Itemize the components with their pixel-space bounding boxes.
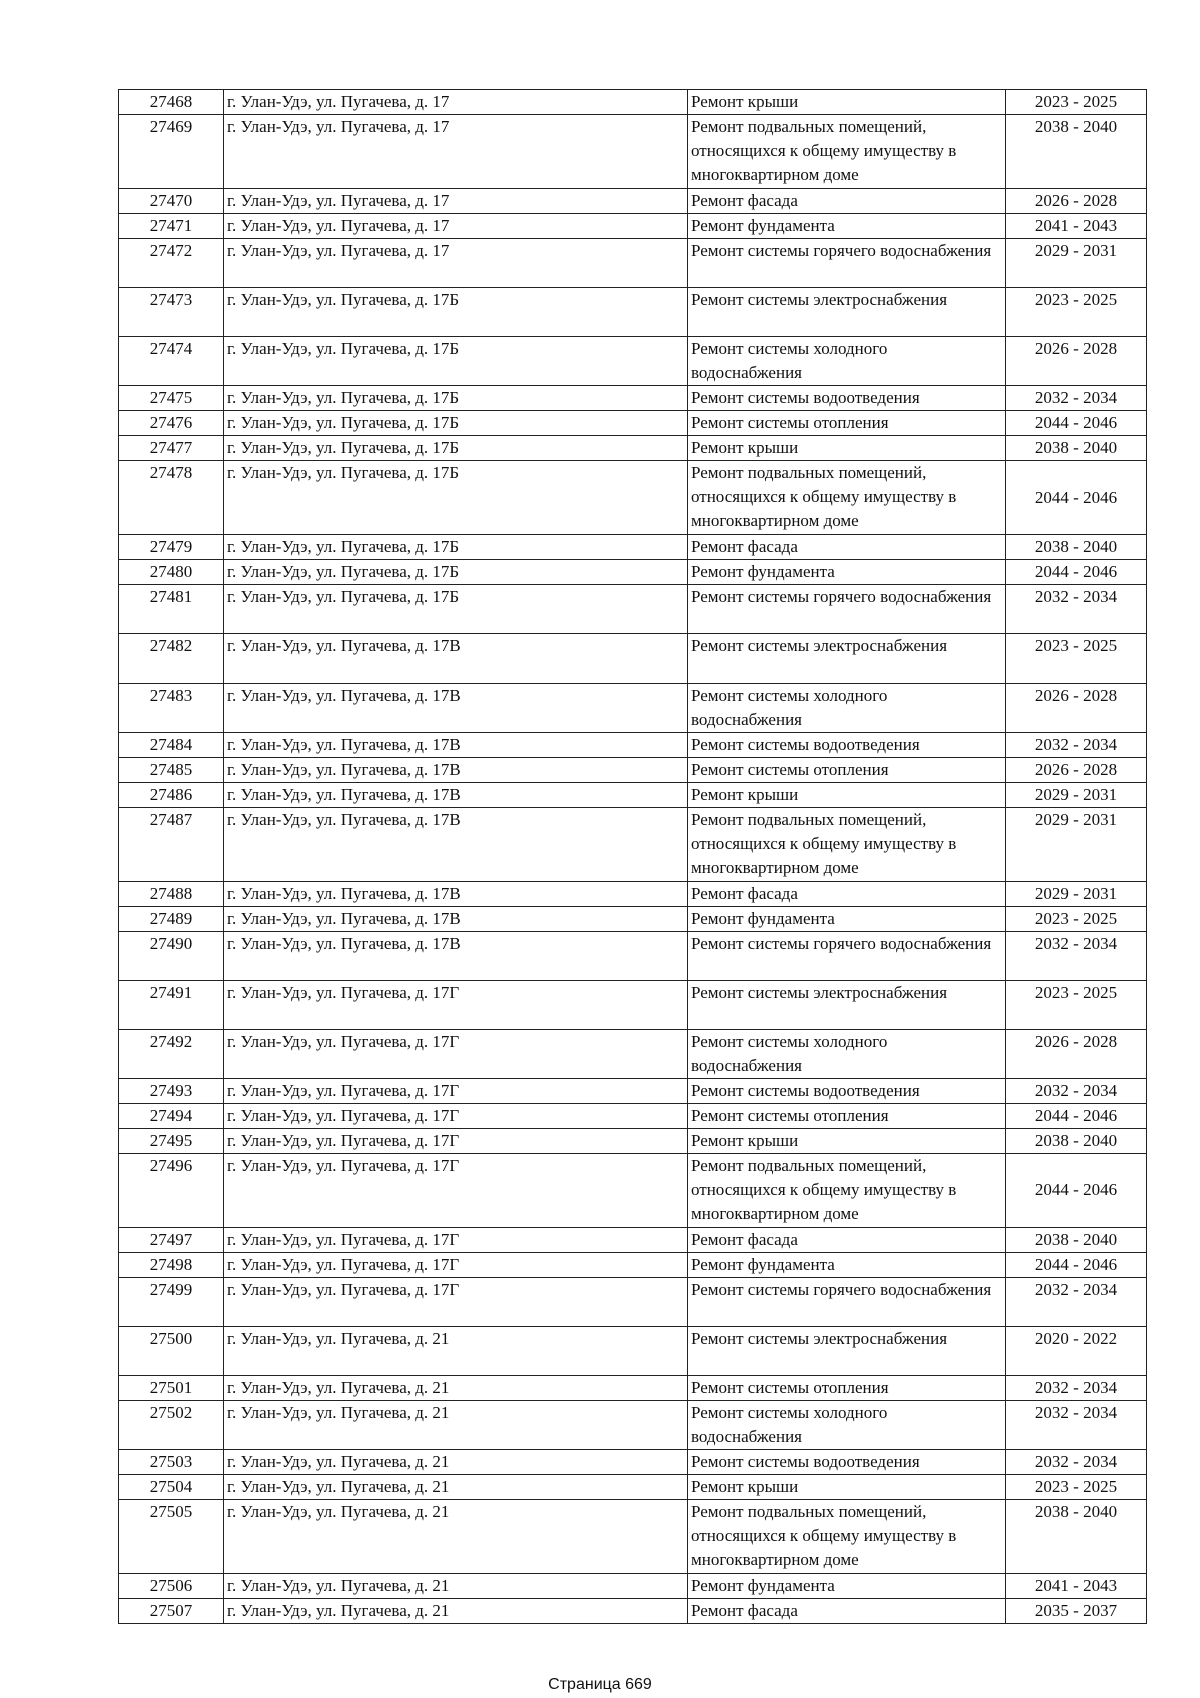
row-address: г. Улан-Удэ, ул. Пугачева, д. 21 xyxy=(224,1450,688,1475)
row-number: 27495 xyxy=(119,1129,224,1154)
row-work-type: Ремонт системы отопления xyxy=(688,1376,1006,1401)
row-number: 27468 xyxy=(119,90,224,115)
table-row xyxy=(119,1450,1147,1475)
table-row xyxy=(119,732,1147,757)
row-work-type: Ремонт фундамента xyxy=(688,906,1006,931)
table-row xyxy=(119,1500,1147,1574)
row-number: 27490 xyxy=(119,931,224,980)
row-address: г. Улан-Удэ, ул. Пугачева, д. 21 xyxy=(224,1376,688,1401)
table-row xyxy=(119,1029,1147,1078)
row-address: г. Улан-Удэ, ул. Пугачева, д. 21 xyxy=(224,1327,688,1376)
row-period: 2026 - 2028 xyxy=(1006,337,1147,386)
row-number: 27499 xyxy=(119,1277,224,1326)
row-work-type: Ремонт подвальных помещений, относящихся к общему имуществу в многоквартирном доме xyxy=(688,1154,1006,1228)
row-number: 27483 xyxy=(119,683,224,732)
row-period: 2026 - 2028 xyxy=(1006,683,1147,732)
row-number: 27486 xyxy=(119,782,224,807)
row-period: 2029 - 2031 xyxy=(1006,881,1147,906)
row-number: 27485 xyxy=(119,757,224,782)
row-address: г. Улан-Удэ, ул. Пугачева, д. 17Г xyxy=(224,1277,688,1326)
table-row xyxy=(119,782,1147,807)
row-address: г. Улан-Удэ, ул. Пугачева, д. 17 xyxy=(224,238,688,287)
row-period: 2032 - 2034 xyxy=(1006,1277,1147,1326)
table-row xyxy=(119,1401,1147,1450)
row-work-type: Ремонт системы холодного водоснабжения xyxy=(688,337,1006,386)
row-number: 27502 xyxy=(119,1401,224,1450)
row-period: 2026 - 2028 xyxy=(1006,1029,1147,1078)
table-row xyxy=(119,931,1147,980)
row-address: г. Улан-Удэ, ул. Пугачева, д. 17В xyxy=(224,757,688,782)
table-row xyxy=(119,287,1147,336)
row-number: 27470 xyxy=(119,188,224,213)
row-work-type: Ремонт фасада xyxy=(688,881,1006,906)
row-work-type: Ремонт системы холодного водоснабжения xyxy=(688,683,1006,732)
table-row xyxy=(119,560,1147,585)
row-work-type: Ремонт фундамента xyxy=(688,1574,1006,1599)
row-address: г. Улан-Удэ, ул. Пугачева, д. 21 xyxy=(224,1500,688,1574)
row-number: 27472 xyxy=(119,238,224,287)
row-address: г. Улан-Удэ, ул. Пугачева, д. 17В xyxy=(224,931,688,980)
row-period: 2032 - 2034 xyxy=(1006,386,1147,411)
table-row xyxy=(119,1376,1147,1401)
row-address: г. Улан-Удэ, ул. Пугачева, д. 17В xyxy=(224,732,688,757)
row-number: 27476 xyxy=(119,411,224,436)
row-number: 27494 xyxy=(119,1104,224,1129)
table-row xyxy=(119,115,1147,189)
row-address: г. Улан-Удэ, ул. Пугачева, д. 17Г xyxy=(224,1029,688,1078)
table-row xyxy=(119,1104,1147,1129)
row-number: 27481 xyxy=(119,585,224,634)
row-number: 27504 xyxy=(119,1475,224,1500)
row-work-type: Ремонт крыши xyxy=(688,1129,1006,1154)
table-row xyxy=(119,1277,1147,1326)
row-period: 2044 - 2046 xyxy=(1006,461,1147,535)
table-row xyxy=(119,238,1147,287)
row-period: 2023 - 2025 xyxy=(1006,287,1147,336)
table-row xyxy=(119,90,1147,115)
row-address: г. Улан-Удэ, ул. Пугачева, д. 17Б xyxy=(224,386,688,411)
table-row xyxy=(119,1129,1147,1154)
row-address: г. Улан-Удэ, ул. Пугачева, д. 17Г xyxy=(224,1252,688,1277)
table-row xyxy=(119,980,1147,1029)
row-address: г. Улан-Удэ, ул. Пугачева, д. 17В xyxy=(224,782,688,807)
row-number: 27489 xyxy=(119,906,224,931)
row-address: г. Улан-Удэ, ул. Пугачева, д. 17Г xyxy=(224,1104,688,1129)
row-period: 2038 - 2040 xyxy=(1006,1500,1147,1574)
row-work-type: Ремонт системы электроснабжения xyxy=(688,634,1006,683)
row-period: 2032 - 2034 xyxy=(1006,931,1147,980)
row-number: 27477 xyxy=(119,436,224,461)
row-address: г. Улан-Удэ, ул. Пугачева, д. 17Г xyxy=(224,1154,688,1228)
row-period: 2044 - 2046 xyxy=(1006,1154,1147,1228)
row-number: 27500 xyxy=(119,1327,224,1376)
row-address: г. Улан-Удэ, ул. Пугачева, д. 17В xyxy=(224,683,688,732)
row-address: г. Улан-Удэ, ул. Пугачева, д. 17 xyxy=(224,213,688,238)
table-row xyxy=(119,807,1147,881)
row-number: 27474 xyxy=(119,337,224,386)
row-address: г. Улан-Удэ, ул. Пугачева, д. 21 xyxy=(224,1574,688,1599)
row-period: 2023 - 2025 xyxy=(1006,90,1147,115)
row-address: г. Улан-Удэ, ул. Пугачева, д. 17Г xyxy=(224,1227,688,1252)
row-address: г. Улан-Удэ, ул. Пугачева, д. 17Б xyxy=(224,585,688,634)
row-number: 27498 xyxy=(119,1252,224,1277)
table-row xyxy=(119,1079,1147,1104)
row-work-type: Ремонт системы электроснабжения xyxy=(688,1327,1006,1376)
table-row xyxy=(119,881,1147,906)
row-period: 2041 - 2043 xyxy=(1006,213,1147,238)
row-work-type: Ремонт крыши xyxy=(688,90,1006,115)
row-work-type: Ремонт системы водоотведения xyxy=(688,1450,1006,1475)
repair-schedule-table xyxy=(118,89,1147,1624)
row-work-type: Ремонт фундамента xyxy=(688,1252,1006,1277)
row-work-type: Ремонт подвальных помещений, относящихся к общему имуществу в многоквартирном доме xyxy=(688,1500,1006,1574)
row-period: 2032 - 2034 xyxy=(1006,732,1147,757)
row-number: 27484 xyxy=(119,732,224,757)
row-period: 2044 - 2046 xyxy=(1006,1104,1147,1129)
row-address: г. Улан-Удэ, ул. Пугачева, д. 17 xyxy=(224,188,688,213)
row-period: 2038 - 2040 xyxy=(1006,1129,1147,1154)
row-period: 2044 - 2046 xyxy=(1006,560,1147,585)
table-body xyxy=(119,90,1147,1624)
row-number: 27492 xyxy=(119,1029,224,1078)
row-address: г. Улан-Удэ, ул. Пугачева, д. 17Г xyxy=(224,1079,688,1104)
row-number: 27505 xyxy=(119,1500,224,1574)
row-number: 27491 xyxy=(119,980,224,1029)
row-work-type: Ремонт системы электроснабжения xyxy=(688,287,1006,336)
table-row xyxy=(119,634,1147,683)
row-work-type: Ремонт системы отопления xyxy=(688,1104,1006,1129)
row-work-type: Ремонт подвальных помещений, относящихся к общему имуществу в многоквартирном доме xyxy=(688,115,1006,189)
row-address: г. Улан-Удэ, ул. Пугачева, д. 17Б xyxy=(224,337,688,386)
row-number: 27482 xyxy=(119,634,224,683)
row-address: г. Улан-Удэ, ул. Пугачева, д. 17Б xyxy=(224,535,688,560)
row-number: 27506 xyxy=(119,1574,224,1599)
row-period: 2041 - 2043 xyxy=(1006,1574,1147,1599)
row-work-type: Ремонт фасада xyxy=(688,1599,1006,1624)
row-number: 27497 xyxy=(119,1227,224,1252)
row-period: 2029 - 2031 xyxy=(1006,807,1147,881)
row-work-type: Ремонт крыши xyxy=(688,436,1006,461)
row-work-type: Ремонт системы водоотведения xyxy=(688,732,1006,757)
row-period: 2038 - 2040 xyxy=(1006,115,1147,189)
row-period: 2044 - 2046 xyxy=(1006,1252,1147,1277)
table-row xyxy=(119,411,1147,436)
row-address: г. Улан-Удэ, ул. Пугачева, д. 17Б xyxy=(224,560,688,585)
row-address: г. Улан-Удэ, ул. Пугачева, д. 17В xyxy=(224,634,688,683)
row-number: 27503 xyxy=(119,1450,224,1475)
row-address: г. Улан-Удэ, ул. Пугачева, д. 17Г xyxy=(224,1129,688,1154)
row-period: 2032 - 2034 xyxy=(1006,1376,1147,1401)
page-number: Страница 669 xyxy=(548,1676,652,1693)
row-work-type: Ремонт фундамента xyxy=(688,213,1006,238)
row-period: 2044 - 2046 xyxy=(1006,411,1147,436)
row-work-type: Ремонт крыши xyxy=(688,1475,1006,1500)
table-row xyxy=(119,188,1147,213)
table-row xyxy=(119,585,1147,634)
row-period: 2023 - 2025 xyxy=(1006,906,1147,931)
table-row xyxy=(119,535,1147,560)
row-period: 2038 - 2040 xyxy=(1006,535,1147,560)
row-work-type: Ремонт фасада xyxy=(688,535,1006,560)
row-number: 27473 xyxy=(119,287,224,336)
row-address: г. Улан-Удэ, ул. Пугачева, д. 21 xyxy=(224,1401,688,1450)
table-row xyxy=(119,906,1147,931)
row-number: 27478 xyxy=(119,461,224,535)
row-address: г. Улан-Удэ, ул. Пугачева, д. 17В xyxy=(224,807,688,881)
table-row xyxy=(119,213,1147,238)
row-work-type: Ремонт системы холодного водоснабжения xyxy=(688,1401,1006,1450)
row-work-type: Ремонт крыши xyxy=(688,782,1006,807)
table-row xyxy=(119,386,1147,411)
row-address: г. Улан-Удэ, ул. Пугачева, д. 17 xyxy=(224,90,688,115)
row-work-type: Ремонт системы электроснабжения xyxy=(688,980,1006,1029)
row-work-type: Ремонт фасада xyxy=(688,188,1006,213)
row-address: г. Улан-Удэ, ул. Пугачева, д. 17Б xyxy=(224,287,688,336)
row-period: 2038 - 2040 xyxy=(1006,1227,1147,1252)
row-address: г. Улан-Удэ, ул. Пугачева, д. 17 xyxy=(224,115,688,189)
row-number: 27488 xyxy=(119,881,224,906)
row-period: 2035 - 2037 xyxy=(1006,1599,1147,1624)
row-work-type: Ремонт системы горячего водоснабжения xyxy=(688,585,1006,634)
row-number: 27479 xyxy=(119,535,224,560)
row-work-type: Ремонт подвальных помещений, относящихся к общему имуществу в многоквартирном доме xyxy=(688,461,1006,535)
table-row xyxy=(119,1252,1147,1277)
row-address: г. Улан-Удэ, ул. Пугачева, д. 17В xyxy=(224,906,688,931)
row-period: 2023 - 2025 xyxy=(1006,1475,1147,1500)
row-number: 27487 xyxy=(119,807,224,881)
row-work-type: Ремонт фундамента xyxy=(688,560,1006,585)
row-address: г. Улан-Удэ, ул. Пугачева, д. 17Б xyxy=(224,436,688,461)
row-period: 2029 - 2031 xyxy=(1006,238,1147,287)
table-row xyxy=(119,461,1147,535)
table-row xyxy=(119,1227,1147,1252)
row-period: 2038 - 2040 xyxy=(1006,436,1147,461)
row-address: г. Улан-Удэ, ул. Пугачева, д. 21 xyxy=(224,1475,688,1500)
table-row xyxy=(119,1154,1147,1228)
row-number: 27493 xyxy=(119,1079,224,1104)
row-address: г. Улан-Удэ, ул. Пугачева, д. 17Б xyxy=(224,461,688,535)
row-work-type: Ремонт системы горячего водоснабжения xyxy=(688,931,1006,980)
row-work-type: Ремонт системы горячего водоснабжения xyxy=(688,1277,1006,1326)
table-row xyxy=(119,436,1147,461)
row-number: 27469 xyxy=(119,115,224,189)
row-address: г. Улан-Удэ, ул. Пугачева, д. 17Б xyxy=(224,411,688,436)
row-period: 2032 - 2034 xyxy=(1006,1450,1147,1475)
row-number: 27475 xyxy=(119,386,224,411)
table-row xyxy=(119,1327,1147,1376)
table-row xyxy=(119,757,1147,782)
row-work-type: Ремонт фасада xyxy=(688,1227,1006,1252)
row-period: 2032 - 2034 xyxy=(1006,1401,1147,1450)
row-period: 2023 - 2025 xyxy=(1006,634,1147,683)
table-row xyxy=(119,1475,1147,1500)
table-row xyxy=(119,337,1147,386)
row-period: 2032 - 2034 xyxy=(1006,585,1147,634)
row-number: 27496 xyxy=(119,1154,224,1228)
row-work-type: Ремонт системы отопления xyxy=(688,757,1006,782)
row-period: 2023 - 2025 xyxy=(1006,980,1147,1029)
row-work-type: Ремонт системы водоотведения xyxy=(688,1079,1006,1104)
row-work-type: Ремонт системы водоотведения xyxy=(688,386,1006,411)
row-work-type: Ремонт подвальных помещений, относящихся к общему имуществу в многоквартирном доме xyxy=(688,807,1006,881)
row-address: г. Улан-Удэ, ул. Пугачева, д. 17В xyxy=(224,881,688,906)
row-number: 27480 xyxy=(119,560,224,585)
row-period: 2026 - 2028 xyxy=(1006,188,1147,213)
row-number: 27507 xyxy=(119,1599,224,1624)
row-work-type: Ремонт системы отопления xyxy=(688,411,1006,436)
row-work-type: Ремонт системы холодного водоснабжения xyxy=(688,1029,1006,1078)
row-period: 2029 - 2031 xyxy=(1006,782,1147,807)
row-number: 27471 xyxy=(119,213,224,238)
row-period: 2032 - 2034 xyxy=(1006,1079,1147,1104)
row-period: 2020 - 2022 xyxy=(1006,1327,1147,1376)
row-address: г. Улан-Удэ, ул. Пугачева, д. 21 xyxy=(224,1599,688,1624)
row-work-type: Ремонт системы горячего водоснабжения xyxy=(688,238,1006,287)
table-row xyxy=(119,1599,1147,1624)
row-number: 27501 xyxy=(119,1376,224,1401)
row-period: 2026 - 2028 xyxy=(1006,757,1147,782)
row-address: г. Улан-Удэ, ул. Пугачева, д. 17Г xyxy=(224,980,688,1029)
table-row xyxy=(119,683,1147,732)
table-row xyxy=(119,1574,1147,1599)
